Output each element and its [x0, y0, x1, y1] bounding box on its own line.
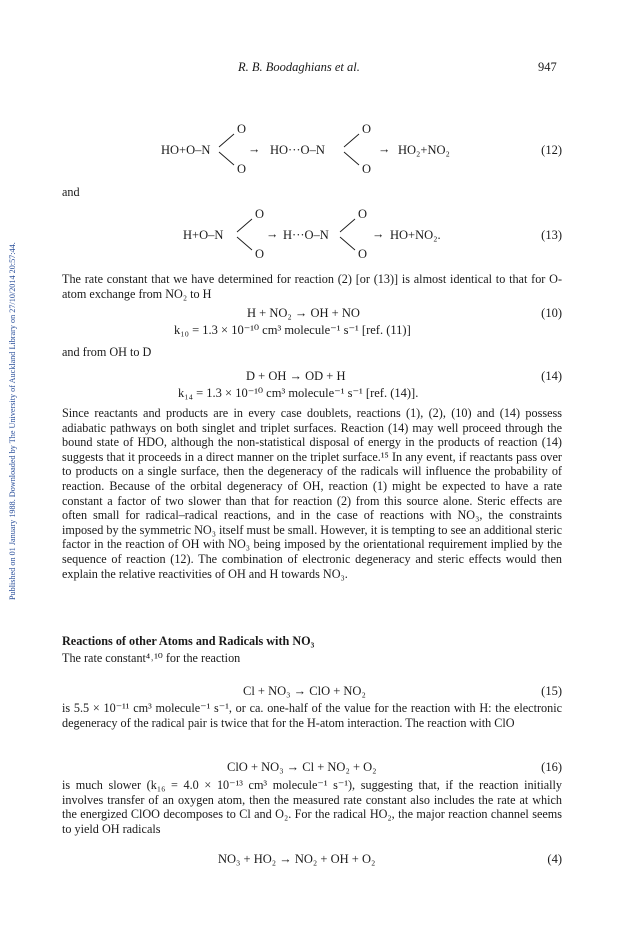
equation-number-16: (16)	[541, 760, 562, 774]
scheme12-intermediate: HO···O–N	[270, 143, 325, 157]
scheme13-arrow-2: →	[372, 227, 385, 241]
page-number: 947	[538, 60, 557, 74]
scheme12-reactant: HO+O–N	[161, 143, 211, 157]
scheme13-o-bottom-2: O	[358, 247, 368, 261]
rate-constant-k14: k₁₄ = 1.3 × 10⁻¹⁰ cm³ molecule⁻¹ s⁻¹ [ref. (14)].	[178, 386, 419, 400]
scheme12-o-top-2: O	[362, 122, 372, 136]
scheme12-o-top-1: O	[237, 122, 247, 136]
download-watermark: Published on 01 January 1988. Downloaded by The University of Auckland Library on 27/10/2014 20:57:44.	[8, 242, 17, 600]
equation-15: Cl + NO₃ → ClO + NO₂	[243, 684, 366, 698]
scheme12-o-bottom-2: O	[362, 162, 372, 176]
paragraph-clo-rate: is much slower (k₁₆ = 4.0 × 10⁻¹³ cm³ molecule⁻¹ s⁻¹), suggesting that, if the reaction initially involves transfer of an oxygen atom, then the measured rate constant also includes the rate at which the energized ClOO decomposes to Cl and O₂. For the radical HO₂, the major reaction channel seems to yield OH radicals	[62, 778, 562, 836]
equation-number-14: (14)	[541, 369, 562, 383]
equation-number-10: (10)	[541, 306, 562, 320]
scheme13-o-top-1: O	[255, 207, 265, 221]
equation-14: D + OH → OD + H	[246, 369, 346, 383]
equation-16: ClO + NO₃ → Cl + NO₂ + O₂	[227, 760, 377, 774]
section-heading: Reactions of other Atoms and Radicals with NO₃	[62, 634, 315, 648]
scheme13-o-top-2: O	[358, 207, 368, 221]
equation-number-12: (12)	[541, 143, 562, 157]
equation-4: NO₃ + HO₂ → NO₂ + OH + O₂	[218, 852, 376, 866]
scheme12-o-bottom-1: O	[237, 162, 247, 176]
paragraph-degeneracy-discussion: Since reactants and products are in every case doublets, reactions (1), (2), (10) and (14) possess adiabatic pathways on both singlet and triplet surfaces. Reaction (14) may well proceed through the bound state of HDO, although the non-statistical disposal of energy in the products of reaction (14) suggests that it proceeds in a direct manner on the triplet surface.¹⁵ In any event, if reactants pass over to products on a single surface, then the degeneracy of the radicals will influence the probability of reaction. Because of the orbital degeneracy of OH, reaction (1) might be expected to have a rate constant a factor of two slower than that for reaction (2) from this source alone. Steric effects are often small for radical–radical reactions, and in the case of reactions with NO₃, the constraints imposed by the symmetric NO₃ itself must be small. However, it is tempting to see an additional steric factor in the reaction of OH with NO₃ being imposed by the orientational requirement implied by the sequence of reaction (12). The combination of electronic degeneracy and steric effects would then explain the relative reactivities of OH and H towards NO₃.	[62, 406, 562, 581]
paragraph-cl-intro: The rate constant⁴˒¹⁰ for the reaction	[62, 651, 241, 665]
paragraph-rate-constant: The rate constant that we have determined for reaction (2) [or (13)] is almost identical to that for O-atom exchange from NO₂ to H	[62, 272, 562, 301]
scheme13-o-bottom-1: O	[255, 247, 265, 261]
scheme12-products: HO₂+NO₂	[398, 143, 450, 157]
equation-number-4: (4)	[547, 852, 562, 866]
scheme12-arrow-2: →	[378, 142, 391, 156]
connector-and-from: and from OH to D	[62, 345, 152, 359]
running-head: R. B. Boodaghians et al.	[238, 60, 360, 74]
scheme13-reactant: H+O–N	[183, 228, 224, 242]
rate-constant-k10: k₁₀ = 1.3 × 10⁻¹⁰ cm³ molecule⁻¹ s⁻¹ [ref. (11)]	[174, 323, 411, 337]
scheme13-intermediate: H···O–N	[283, 228, 329, 242]
scheme13-products: HO+NO₂.	[390, 228, 441, 242]
equation-10: H + NO₂ → OH + NO	[247, 306, 360, 320]
equation-number-15: (15)	[541, 684, 562, 698]
scheme12-arrow-1: →	[248, 142, 261, 156]
paragraph-cl-rate: is 5.5 × 10⁻¹¹ cm³ molecule⁻¹ s⁻¹, or ca. one-half of the value for the reaction with H: the electronic degeneracy of the radical pair is twice that for the H-atom interaction. The reaction with ClO	[62, 701, 562, 730]
equation-number-13: (13)	[541, 228, 562, 242]
scheme13-arrow-1: →	[266, 227, 279, 241]
connector-and: and	[62, 185, 80, 199]
